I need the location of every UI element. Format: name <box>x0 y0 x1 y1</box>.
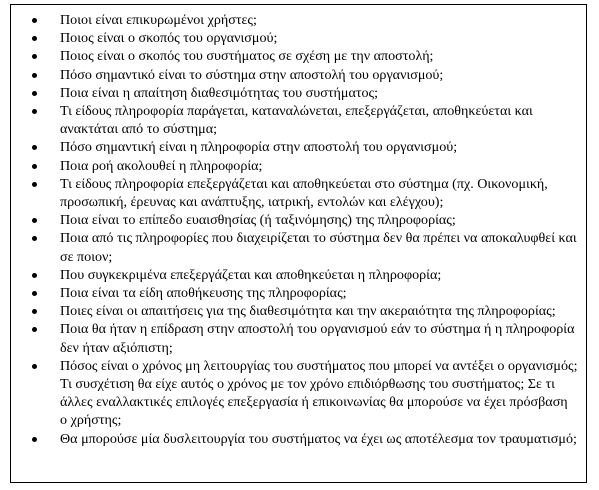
list-item-text: Ποια είναι η απαίτηση διαθεσιμότητας του συστήματος; <box>60 84 379 101</box>
bullet-icon <box>32 36 37 41</box>
list-item <box>11 320 578 356</box>
list-item <box>11 302 578 320</box>
list-item <box>11 11 578 29</box>
list-item-text: Ποιοι είναι επικυρωμένοι χρήστες; <box>60 12 257 28</box>
list-item-text: Ποια ροή ακολουθεί η πληροφορία; <box>60 157 263 174</box>
list-item <box>11 47 578 65</box>
list-item-text: Πόσος είναι ο χρόνος μη λειτουργίας του συστήματος που μπορεί να αντέξει ο οργανισμός; Τι συσχέτιση θα είχε αυτός ο χρόνος με τον χρόνο επιδιόρθωσης του συστήματος; Σε τι άλλες εναλλακτικές επιλογές επεξεργασία ή επικοινωνίας θα μπορούσε να έχει πρόσβαση ο χρήστης; <box>60 357 578 429</box>
list-item-text: Τι είδους πληροφορία παράγεται, καταναλώνεται, επεξεργάζεται, αποθηκεύεται και ανακτάται από το σύστημα; <box>60 103 533 138</box>
list-item-text: Θα μπορούσε μία δυσλειτουργία του συστήματος να έχει ως αποτέλεσμα τον τραυματισμό; <box>60 430 577 447</box>
bullet-icon <box>32 54 37 59</box>
list-item <box>11 430 578 448</box>
list-item <box>11 229 578 265</box>
list-item-text: Πόσο σημαντική είναι η πληροφορία στην αποστολή του οργανισμού; <box>60 139 458 156</box>
bullet-icon <box>32 364 37 369</box>
list-item-text: Ποιος είναι ο σκοπός του οργανισμού; <box>60 30 278 47</box>
question-list-box <box>10 4 587 483</box>
list-item <box>11 157 578 175</box>
bullet-icon <box>32 291 37 296</box>
list-item-text: Ποιες είναι οι απαιτήσεις για της διαθεσιμότητα και την ακεραιότητα της πληροφορίας; <box>60 303 556 320</box>
bullet-icon <box>32 273 37 278</box>
list-item <box>11 175 578 211</box>
list-item <box>11 211 578 229</box>
list-item-text: Ποια είναι τα είδη αποθήκευσης της πληροφορίας; <box>60 285 347 302</box>
list-item <box>11 357 578 430</box>
list-item-text: Πόσο σημαντικό είναι το σύστημα στην αποστολή του οργανισμού; <box>60 66 444 83</box>
question-list <box>11 11 578 448</box>
list-item-text: Τι είδους πληροφορία επεξεργάζεται και αποθηκεύεται στο σύστημα (πχ. Οικονομική, προσωπική, έρευνας και ανάπτυξης, ιατρική, εντολών και ελέγχου); <box>60 175 548 211</box>
list-item <box>11 102 578 138</box>
bullet-icon <box>32 437 37 442</box>
list-item <box>11 29 578 47</box>
bullet-icon <box>32 164 37 169</box>
bullet-icon <box>32 309 37 314</box>
list-item <box>11 84 578 102</box>
list-item-text: Ποια είναι το επίπεδο ευαισθησίας (ή ταξινόμησης) της πληροφορίας; <box>60 212 456 229</box>
bullet-icon <box>32 145 37 150</box>
list-item-text: Που συγκεκριμένα επεξεργάζεται και αποθηκεύεται η πληροφορία; <box>60 266 442 283</box>
list-item <box>11 138 578 156</box>
bullet-icon <box>32 73 37 78</box>
list-item <box>11 66 578 84</box>
bullet-icon <box>32 236 37 241</box>
bullet-icon <box>32 18 37 23</box>
list-item-text: Ποια από τις πληροφορίες που διαχειρίζεται το σύστημα δεν θα πρέπει να αποκαλυφθεί και σε ποιον; <box>60 230 577 265</box>
list-item-text: Ποιος είναι ο σκοπός του συστήματος σε σχέση με την αποστολή; <box>60 48 434 65</box>
bullet-icon <box>32 91 37 96</box>
bullet-icon <box>32 218 37 223</box>
list-item <box>11 266 578 284</box>
bullet-icon <box>32 109 37 114</box>
bullet-icon <box>32 327 37 332</box>
bullet-icon <box>32 182 37 187</box>
list-item-text: Ποια θα ήταν η επίδραση στην αποστολή του οργανισμού εάν το σύστημα ή η πληροφορία δεν ήταν αξιόπιστη; <box>60 321 575 356</box>
list-item <box>11 284 578 302</box>
